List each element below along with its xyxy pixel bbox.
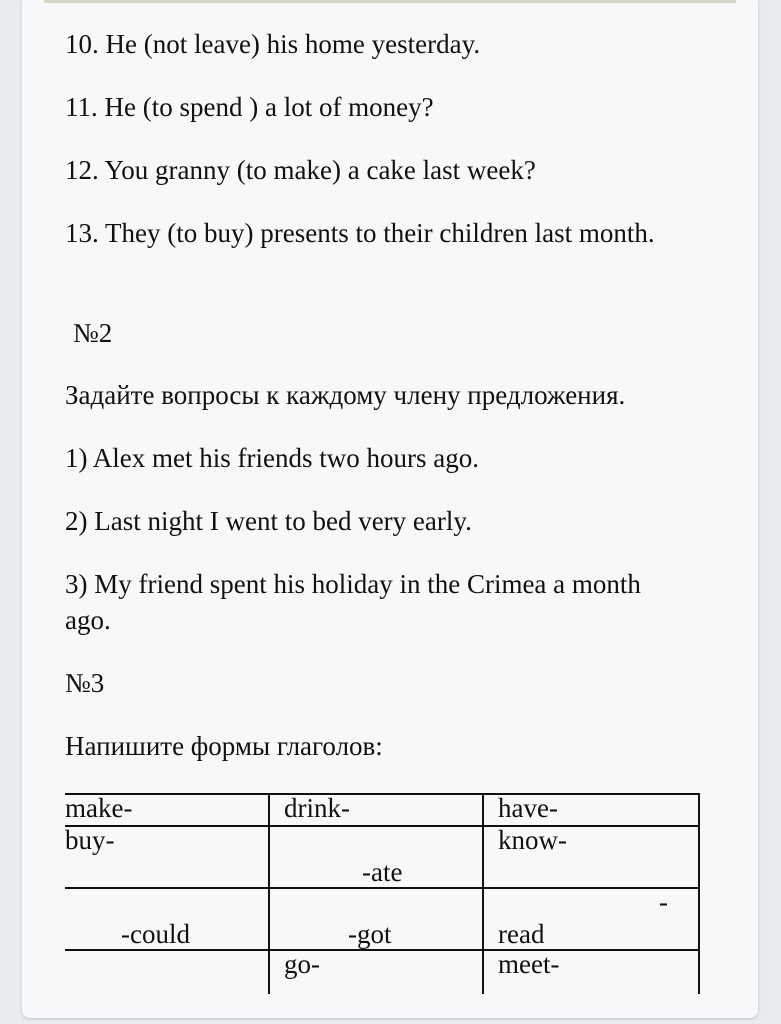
table-cell bbox=[269, 826, 483, 888]
sentence-10: 10. He (not leave) his home yesterday. bbox=[65, 29, 481, 59]
table-cell bbox=[269, 794, 483, 826]
cell-buy: buy- bbox=[65, 825, 115, 855]
task2-item-2: 2) Last night I went to bed very early. bbox=[65, 506, 472, 536]
table-cell bbox=[483, 888, 699, 950]
table-cell bbox=[65, 888, 269, 950]
table-cell bbox=[483, 950, 699, 994]
task2-item-1: 1) Alex met his friends two hours ago. bbox=[65, 443, 479, 473]
table-row bbox=[65, 826, 699, 888]
table-cell bbox=[65, 794, 269, 826]
table-cell bbox=[65, 826, 269, 888]
cell-ate: -ate bbox=[362, 857, 403, 887]
table-cell bbox=[269, 888, 483, 950]
cell-know: know- bbox=[498, 825, 567, 855]
table-row bbox=[65, 888, 699, 950]
table-row bbox=[65, 950, 699, 994]
cell-read: read bbox=[498, 919, 545, 949]
cell-meet: meet- bbox=[498, 949, 560, 979]
sentence-11: 11. He (to spend ) a lot of money? bbox=[65, 92, 434, 122]
cell-got: -got bbox=[348, 919, 392, 949]
verb-forms-table bbox=[65, 793, 700, 994]
cell-have: have- bbox=[498, 793, 558, 823]
task3-number: №3 bbox=[65, 668, 105, 698]
table-cell bbox=[65, 950, 269, 994]
task3-instruction: Напишите формы глаголов: bbox=[65, 731, 383, 761]
task2-item-3: 3) My friend spent his holiday in the Crimea a month ago. bbox=[65, 569, 641, 635]
sentence-13: 13. They (to buy) presents to their children last month. bbox=[65, 218, 655, 248]
cell-go: go- bbox=[284, 949, 320, 979]
sentence-12: 12. You granny (to make) a cake last week? bbox=[65, 155, 536, 185]
cell-dash: - bbox=[659, 887, 668, 917]
table-row bbox=[65, 794, 699, 826]
cell-could: -could bbox=[121, 919, 190, 949]
table-cell bbox=[483, 826, 699, 888]
document-card bbox=[22, 0, 758, 1018]
task2-number: №2 bbox=[73, 318, 113, 348]
cell-drink: drink- bbox=[284, 793, 350, 823]
table-cell bbox=[483, 794, 699, 826]
task2-instruction: Задайте вопросы к каждому члену предложения. bbox=[65, 380, 626, 410]
cell-make: make- bbox=[65, 793, 133, 823]
document-content bbox=[65, 0, 741, 994]
table-cell bbox=[269, 950, 483, 994]
